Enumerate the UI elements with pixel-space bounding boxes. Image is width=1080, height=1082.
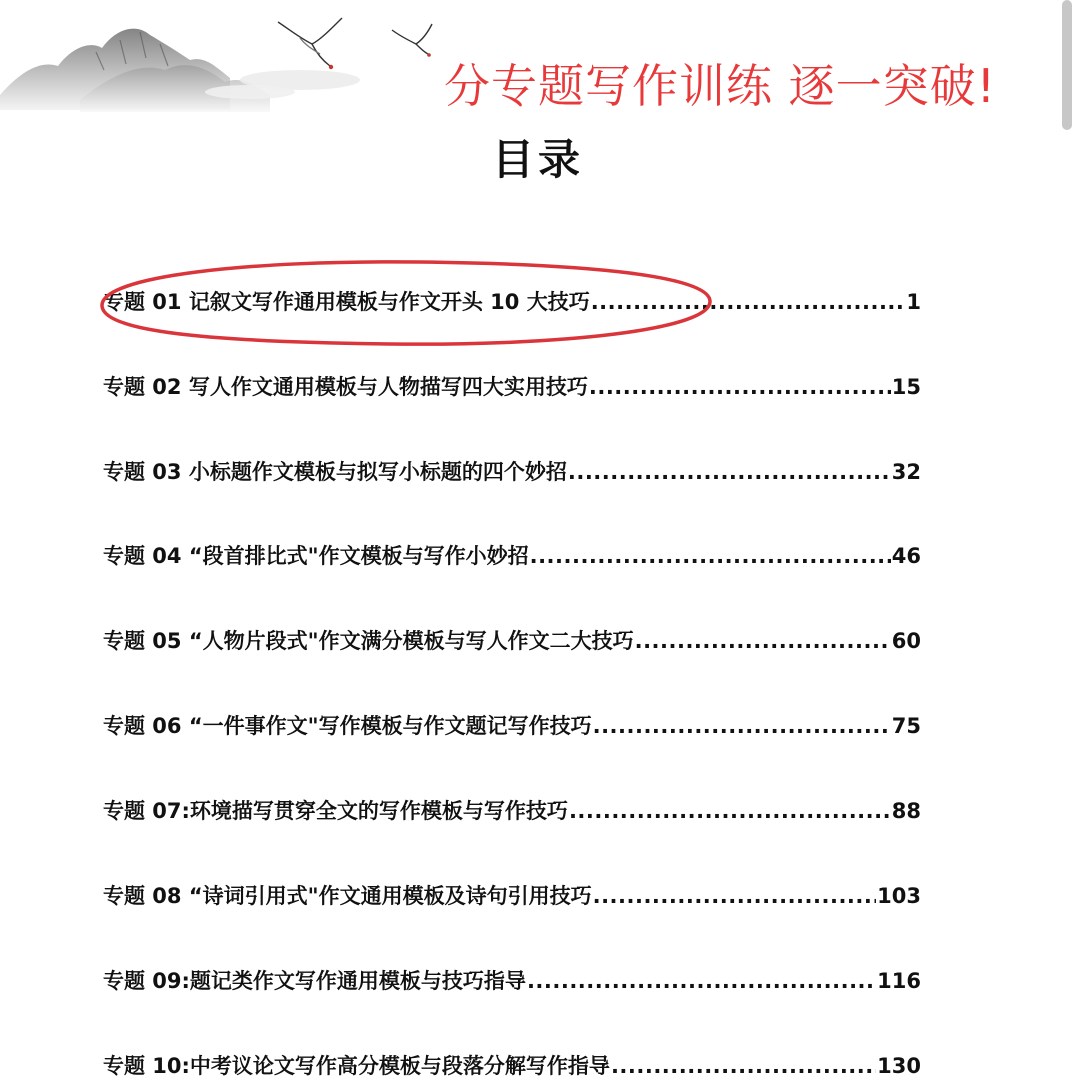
toc-entry-page: 116 bbox=[877, 969, 921, 993]
toc-entry-page: 46 bbox=[891, 544, 921, 568]
toc-entry-page: 103 bbox=[877, 884, 921, 908]
scrollbar-thumb[interactable] bbox=[1062, 0, 1072, 130]
toc-entry[interactable] bbox=[103, 872, 921, 912]
toc-entry-label: 专题 01 记叙文写作通用模板与作文开头 10 大技巧 bbox=[103, 290, 590, 314]
toc-entry[interactable] bbox=[103, 787, 921, 827]
dot-leader bbox=[593, 880, 877, 912]
toc-entry-page: 88 bbox=[891, 799, 921, 823]
toc-entry[interactable] bbox=[103, 532, 921, 572]
dot-leader bbox=[530, 540, 891, 572]
toc-entry[interactable] bbox=[103, 363, 921, 403]
toc-entry[interactable] bbox=[103, 1042, 921, 1082]
toc-entry-label: 专题 02 写人作文通用模板与人物描写四大实用技巧 bbox=[103, 375, 588, 399]
mist-cloud bbox=[205, 85, 295, 99]
toc-entry-label: 专题 06 “一件事作文"写作模板与作文题记写作技巧 bbox=[103, 714, 592, 738]
crane-right bbox=[392, 24, 432, 57]
toc-title: 目录 bbox=[491, 135, 584, 184]
toc-entry-label: 专题 03 小标题作文模板与拟写小标题的四个妙招 bbox=[103, 460, 567, 484]
toc-entry-label: 专题 04 “段首排比式"作文模板与写作小妙招 bbox=[103, 544, 529, 568]
toc-entry[interactable] bbox=[103, 702, 921, 742]
dot-leader bbox=[568, 456, 891, 488]
toc-entry-label: 专题 07:环境描写贯穿全文的写作模板与写作技巧 bbox=[103, 799, 568, 823]
toc-entry[interactable] bbox=[103, 278, 921, 318]
dot-leader bbox=[611, 1050, 876, 1082]
dot-leader bbox=[527, 965, 876, 997]
toc-entry-page: 15 bbox=[891, 375, 921, 399]
toc-entry[interactable] bbox=[103, 448, 921, 488]
crane-left bbox=[278, 18, 342, 69]
toc-entry-label: 专题 10:中考议论文写作高分模板与段落分解写作指导 bbox=[103, 1054, 610, 1078]
toc-entry-label: 专题 05 “人物片段式"作文满分模板与写人作文二大技巧 bbox=[103, 629, 634, 653]
toc-entry-label: 专题 09:题记类作文写作通用模板与技巧指导 bbox=[103, 969, 526, 993]
toc-entry-page: 60 bbox=[891, 629, 921, 653]
dot-leader bbox=[569, 795, 891, 827]
toc-entry-page: 75 bbox=[891, 714, 921, 738]
promo-banner: 分专题写作训练 逐一突破! bbox=[444, 59, 997, 113]
toc-entry[interactable] bbox=[103, 957, 921, 997]
ink-mountains-cranes-illustration bbox=[0, 0, 460, 120]
dot-leader bbox=[591, 286, 906, 318]
dot-leader bbox=[589, 371, 891, 403]
toc-entry-page: 130 bbox=[877, 1054, 921, 1078]
dot-leader bbox=[635, 625, 891, 657]
toc-entry-page: 1 bbox=[906, 290, 921, 314]
toc-entry[interactable] bbox=[103, 617, 921, 657]
toc-entry-label: 专题 08 “诗词引用式"作文通用模板及诗句引用技巧 bbox=[103, 884, 592, 908]
dot-leader bbox=[593, 710, 891, 742]
toc-entry-page: 32 bbox=[891, 460, 921, 484]
